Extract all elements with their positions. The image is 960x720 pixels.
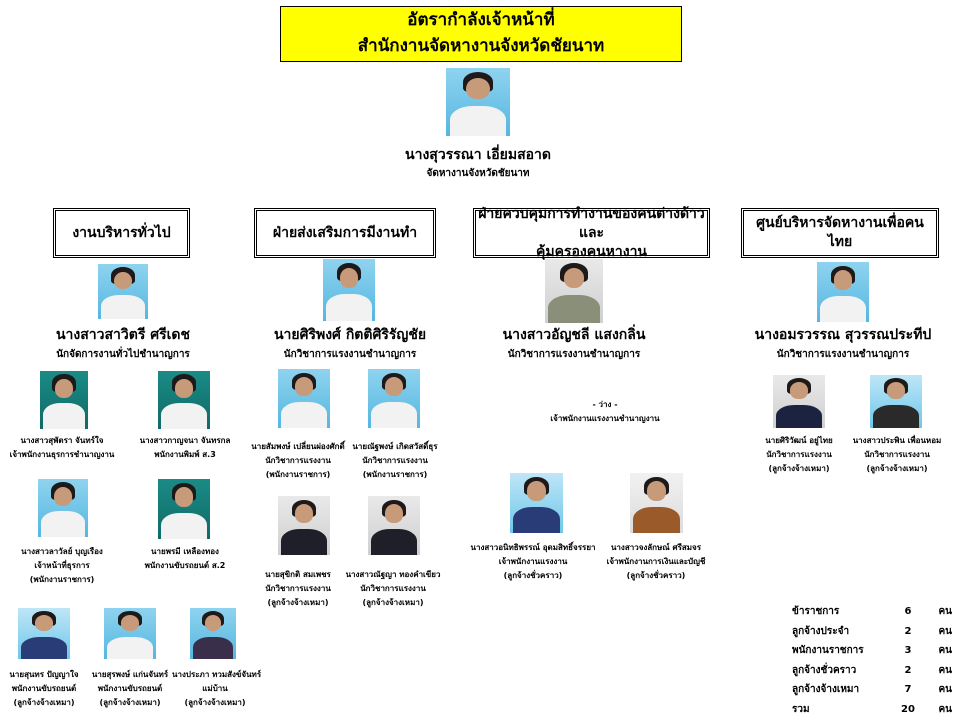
dept2-head-photo — [545, 259, 603, 323]
staff-card-d1-1 — [346, 440, 444, 482]
staff-photo — [278, 369, 330, 428]
dept2-head-position: นักวิชาการแรงงานชำนาญการ — [507, 349, 641, 360]
dept3-head-position: นักวิชาการแรงงานชำนาญการ — [776, 349, 910, 360]
staff-role: พนักงานพิมพ์ ส.3 — [154, 450, 216, 459]
staff-name: นางประภา ทวมสังข์จันทร์ — [172, 670, 262, 679]
dept-general-admin-title: งานบริหารทั่วไป — [72, 224, 171, 241]
staff-role: พนักงานขับรถยนต์ — [97, 684, 163, 693]
summary-count: 20 — [901, 703, 915, 715]
staff-name: นางสาวสุพัตรา จันทร์ใจ — [20, 436, 104, 445]
dept0-head-position: นักจัดการงานทั่วไปชำนาญการ — [56, 349, 190, 360]
staff-role: เจ้าหน้าที่ธุรการ — [34, 561, 90, 570]
page-title: อัตรากำลังเจ้าหน้าที่ — [407, 10, 555, 30]
summary-unit: คน — [938, 703, 952, 715]
staff-name: นายศิริวัฒน์ อยู่ไทย — [765, 436, 833, 445]
staff-card-d0-0 — [0, 434, 124, 462]
staff-photo — [18, 608, 70, 659]
summary-label: ลูกจ้างประจำ — [792, 625, 850, 637]
summary-unit: คน — [938, 606, 952, 618]
staff-card-d0-6 — [172, 668, 262, 710]
dept-thai-employment-title: ศูนย์บริหารจัดหางานเพื่อคนไทย — [756, 215, 924, 250]
staff-photo — [190, 608, 236, 659]
staff-photo — [630, 473, 683, 533]
summary-label: ลูกจ้างจ้างเหมา — [792, 684, 860, 696]
staff-type: (ลูกจ้างจ้างเหมา) — [768, 464, 830, 473]
staff-card-d3-0 — [756, 434, 842, 476]
staff-name: นายณัฐพงษ์ เกิดสวัสดิ์ธุร — [352, 442, 438, 451]
staff-role: นักวิชาการแรงงาน — [766, 450, 832, 459]
summary-row — [792, 622, 952, 642]
staff-photo — [38, 479, 88, 537]
vacant-role: เจ้าพนักงานแรงงานชำนาญงาน — [550, 414, 660, 423]
staff-type: (ลูกจ้างจ้างเหมา) — [267, 598, 329, 607]
staff-role: นักวิชาการแรงงาน — [265, 584, 331, 593]
summary-row — [792, 680, 952, 700]
staff-name: นายพรมี เหลืองทอง — [151, 547, 219, 556]
summary-row — [792, 641, 952, 661]
staff-card-d1-2 — [256, 568, 340, 610]
page-subtitle: สำนักงานจัดหางานจังหวัดชัยนาท — [357, 36, 605, 56]
staff-role: เจ้าพนักงานแรงงาน — [498, 557, 568, 566]
staff-photo — [368, 369, 420, 428]
staff-photo — [870, 375, 922, 428]
dept1-head-position: นักวิชาการแรงงานชำนาญการ — [283, 349, 417, 360]
staff-name: นางสาวจงลักษณ์ ศรีสมจร — [610, 543, 702, 552]
staff-card-d0-5 — [88, 668, 172, 710]
staff-card-d0-1 — [126, 434, 244, 462]
staff-type: (ลูกจ้างจ้างเหมา) — [99, 698, 161, 707]
summary-unit: คน — [938, 645, 952, 657]
staff-card-d1-3 — [338, 568, 448, 610]
dept1-head-photo — [323, 259, 375, 321]
staff-photo — [510, 473, 563, 533]
chief-name: นางสุวรรณา เอี่ยมสอาด — [405, 147, 551, 163]
staff-name: นางสาวณัฐญา ทองคำเขียว — [345, 570, 441, 579]
summary-count: 2 — [904, 625, 912, 637]
staff-card-d0-2 — [0, 545, 124, 587]
dept0-head-photo — [98, 264, 148, 319]
summary-count: 6 — [904, 606, 912, 618]
staff-photo — [158, 479, 210, 539]
summary-unit: คน — [938, 664, 952, 676]
summary-label: พนักงานราชการ — [792, 645, 864, 657]
staff-role: เจ้าพนักงานธุรการชำนาญงาน — [9, 450, 115, 459]
staff-role: พนักงานขับรถยนต์ ส.2 — [144, 561, 226, 570]
staff-name: นายสุนทร ปัญญาใจ — [9, 670, 79, 679]
summary-unit: คน — [938, 684, 952, 696]
dept-foreign-worker-title-1: ฝ่ายควบคุมการทำงานของคนต่างด้าวและ — [478, 205, 705, 241]
chief-photo — [446, 68, 510, 136]
staff-photo — [773, 375, 825, 428]
summary-count: 3 — [904, 645, 912, 657]
staff-role: นักวิชาการแรงงาน — [265, 456, 331, 465]
chief-position: จัดหางานจังหวัดชัยนาท — [426, 168, 530, 179]
staff-type: (ลูกจ้างจ้างเหมา) — [13, 698, 75, 707]
staff-role: นักวิชาการแรงงาน — [864, 450, 930, 459]
dept-employment-box — [254, 208, 436, 258]
dept-thai-employment-box — [741, 208, 939, 258]
page-title-box — [280, 6, 682, 62]
staff-type: (ลูกจ้างจ้างเหมา) — [866, 464, 928, 473]
staff-card-d2-1 — [600, 541, 712, 583]
staff-type: (ลูกจ้างจ้างเหมา) — [184, 698, 246, 707]
staff-name: นายสุขิกติ สมเพชร — [265, 570, 331, 579]
staff-type: (พนักงานราชการ) — [29, 575, 95, 584]
dept-foreign-worker-box — [473, 205, 710, 260]
staff-photo — [158, 371, 210, 429]
staff-name: นางสาวกาญจนา จันทรกล — [139, 436, 231, 445]
dept-general-admin-box — [53, 208, 190, 258]
staff-card-d0-4 — [2, 668, 86, 710]
staff-name: นางสาวประพิน เพื่อนหอม — [852, 436, 942, 445]
staff-photo — [278, 496, 330, 555]
staff-role: พนักงานขับรถยนต์ — [11, 684, 77, 693]
dept-foreign-worker-title-2: คุ้มครองคนหางาน — [535, 243, 647, 260]
dept0-head-name: นางสาวสาวิตรี ศรีเดช — [55, 327, 191, 343]
staff-role: นักวิชาการแรงงาน — [362, 456, 428, 465]
staff-card-d0-3 — [126, 545, 244, 573]
staff-type: (พนักงานราชการ) — [362, 470, 428, 479]
summary-total-row — [792, 700, 952, 720]
summary-unit: คน — [938, 625, 952, 637]
summary-count: 7 — [904, 684, 912, 696]
summary-count: 2 — [904, 664, 912, 676]
vacant-label: - ว่าง - — [592, 400, 618, 409]
staff-name: นายสัมพงษ์ เปลี่ยนผ่องศักดิ์ — [251, 442, 345, 451]
dept1-head-name: นายศิริพงศ์ กิตติศิริรัญชัย — [273, 327, 427, 343]
staff-name: นายสุรพงษ์ แก่นจันทร์ — [91, 670, 169, 679]
staff-role: เจ้าพนักงานการเงินและบัญชี — [606, 557, 706, 566]
dept2-head-name: นางสาวอัญชลี แสงกลิ่น — [502, 327, 646, 343]
staff-name: นางสาวลาวัลย์ บุญเรือง — [21, 547, 103, 556]
staff-role: แม่บ้าน — [202, 684, 228, 693]
summary-label: ลูกจ้างชั่วคราว — [792, 664, 857, 676]
dept-employment-title: ฝ่ายส่งเสริมการมีงานทำ — [272, 224, 418, 241]
staff-summary-table — [792, 602, 952, 719]
summary-row — [792, 602, 952, 622]
staff-card-d3-1 — [844, 434, 950, 476]
dept3-head-photo — [817, 262, 869, 322]
staff-type: (พนักงานราชการ) — [265, 470, 331, 479]
staff-photo — [40, 371, 88, 429]
staff-photo — [104, 608, 156, 659]
staff-type: (ลูกจ้างชั่วคราว) — [626, 571, 686, 580]
staff-photo — [368, 496, 420, 555]
staff-card-d2-0 — [466, 541, 600, 583]
staff-type: (ลูกจ้างชั่วคราว) — [503, 571, 563, 580]
summary-label: รวม — [792, 703, 810, 715]
dept3-head-name: นางอมรวรรณ สุวรรณประทีป — [754, 327, 932, 343]
summary-row — [792, 661, 952, 681]
summary-label: ข้าราชการ — [792, 606, 840, 618]
staff-type: (ลูกจ้างจ้างเหมา) — [362, 598, 424, 607]
staff-role: นักวิชาการแรงงาน — [360, 584, 426, 593]
staff-card-d1-0 — [250, 440, 346, 482]
staff-name: นางสาวอนิทธิพรรณ์ อุดมสิทธิ์จรรยา — [470, 543, 596, 552]
vacant-position — [510, 398, 700, 426]
